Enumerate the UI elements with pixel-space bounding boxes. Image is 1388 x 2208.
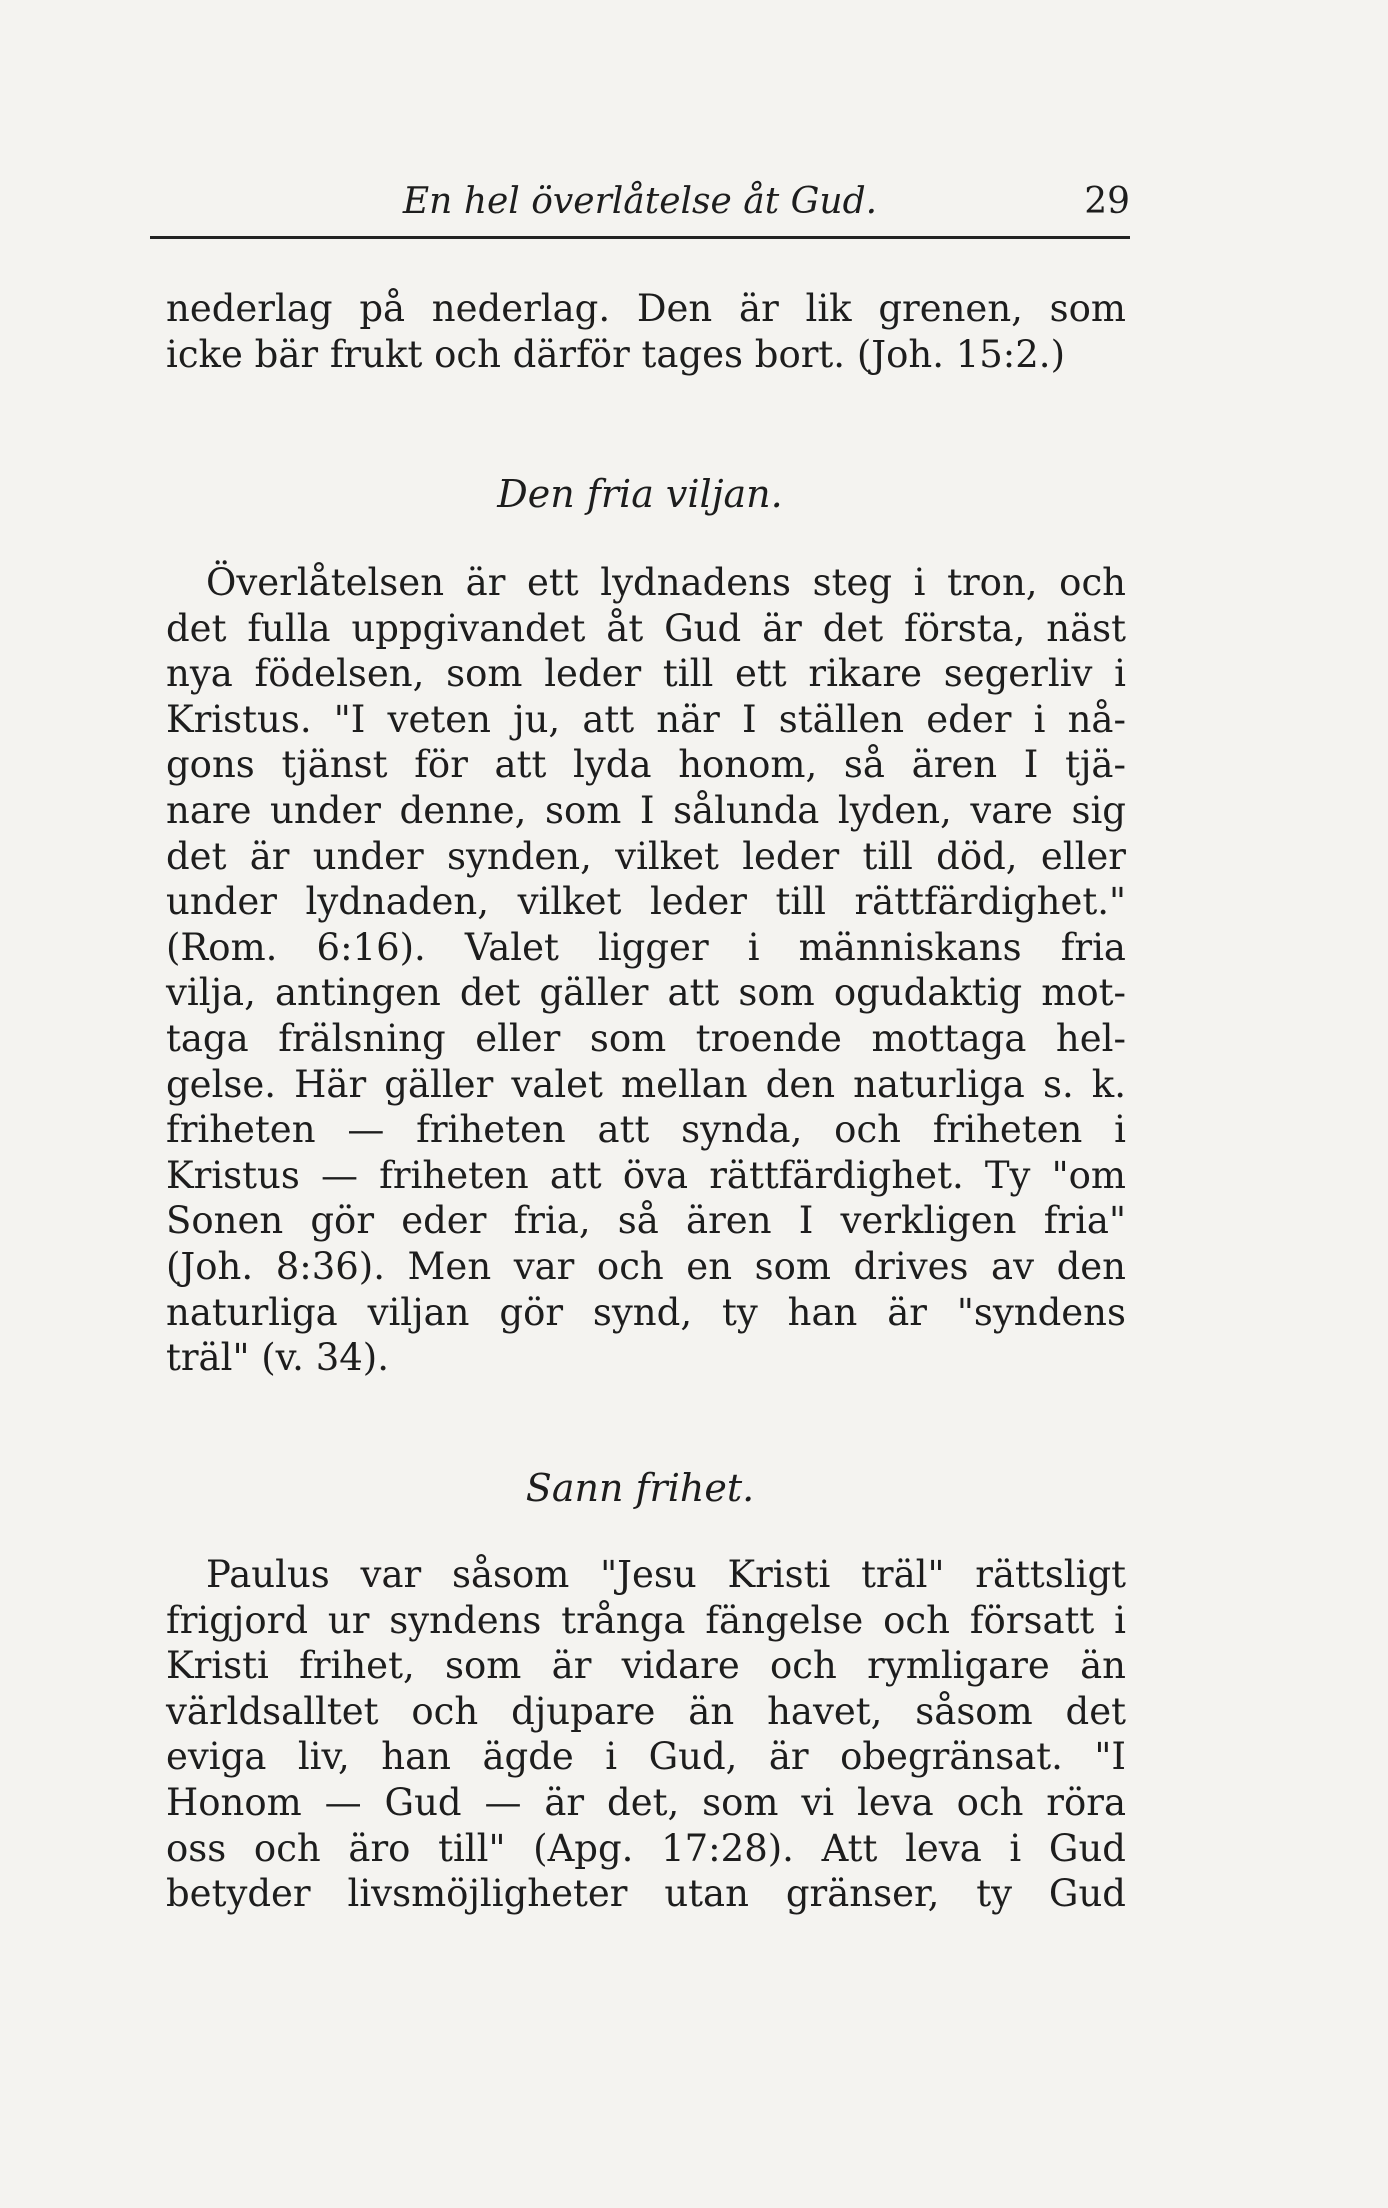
text-line: Honom — Gud — är det, som vi leva och röra	[166, 1780, 1126, 1824]
text-line: träl" (v. 34).	[166, 1336, 389, 1380]
text-line: det fulla uppgivandet åt Gud är det första, näst	[166, 606, 1126, 650]
text-line: eviga liv, han ägde i Gud, är obegränsat. "I	[166, 1735, 1126, 1779]
running-head	[150, 180, 1130, 230]
text-line: (Rom. 6:16). Valet ligger i människans fria	[166, 925, 1126, 969]
text-line: Kristi frihet, som är vidare och rymligare än	[166, 1644, 1126, 1688]
text-line: Paulus var såsom "Jesu Kristi träl" rättsligt	[206, 1553, 1126, 1596]
text-line: det är under synden, vilket leder till död, eller	[166, 834, 1126, 878]
paragraph-fria-viljan	[166, 560, 1126, 1381]
text-line: frigjord ur syndens trånga fängelse och försatt i	[166, 1598, 1126, 1642]
text-line: Sonen gör eder fria, så ären I verkligen fria"	[166, 1199, 1126, 1243]
page-number: 29	[1084, 181, 1130, 222]
paragraph-sann-frihet	[166, 1552, 1126, 1917]
text-line: (Joh. 8:36). Men var och en som drives av den	[166, 1244, 1126, 1288]
text-line: nederlag på nederlag. Den är lik grenen, som	[166, 287, 1126, 330]
text-line: friheten — friheten att synda, och friheten i	[166, 1108, 1126, 1152]
text-line: betyder livsmöjligheter utan gränser, ty Gud	[166, 1872, 1126, 1916]
section-heading-fria-viljan: Den fria viljan.	[497, 472, 783, 516]
text-line: icke bär frukt och därför tages bort. (Joh. 15:2.)	[166, 332, 1066, 376]
text-line: naturliga viljan gör synd, ty han är "syndens	[166, 1290, 1126, 1334]
text-line: världsalltet och djupare än havet, såsom det	[166, 1689, 1126, 1733]
section-heading-sann-frihet: Sann frihet.	[525, 1466, 755, 1510]
text-line: nya födelsen, som leder till ett rikare segerliv i	[166, 652, 1126, 696]
text-line: Överlåtelsen är ett lydnadens steg i tron, och	[206, 561, 1126, 604]
text-line: gelse. Här gäller valet mellan den naturliga s. k.	[166, 1062, 1126, 1106]
running-title: En hel överlåtelse åt Gud.	[402, 181, 878, 222]
text-line: nare under denne, som I sålunda lyden, vare sig	[166, 788, 1126, 832]
text-line: vilja, antingen det gäller att som ogudaktig mot-	[166, 971, 1126, 1015]
text-line: under lydnaden, vilket leder till rättfärdighet."	[166, 880, 1126, 924]
text-line: Kristus — friheten att öva rättfärdighet. Ty "om	[166, 1153, 1126, 1197]
text-line: taga frälsning eller som troende mottaga hel-	[166, 1016, 1126, 1060]
header-rule	[150, 236, 1130, 239]
text-line: oss och äro till" (Apg. 17:28). Att leva i Gud	[166, 1826, 1126, 1870]
intro-paragraph	[166, 286, 1126, 377]
text-line: Kristus. "I veten ju, att när I ställen eder i nå-	[166, 697, 1126, 741]
text-line: gons tjänst för att lyda honom, så ären I tjä-	[166, 743, 1126, 787]
